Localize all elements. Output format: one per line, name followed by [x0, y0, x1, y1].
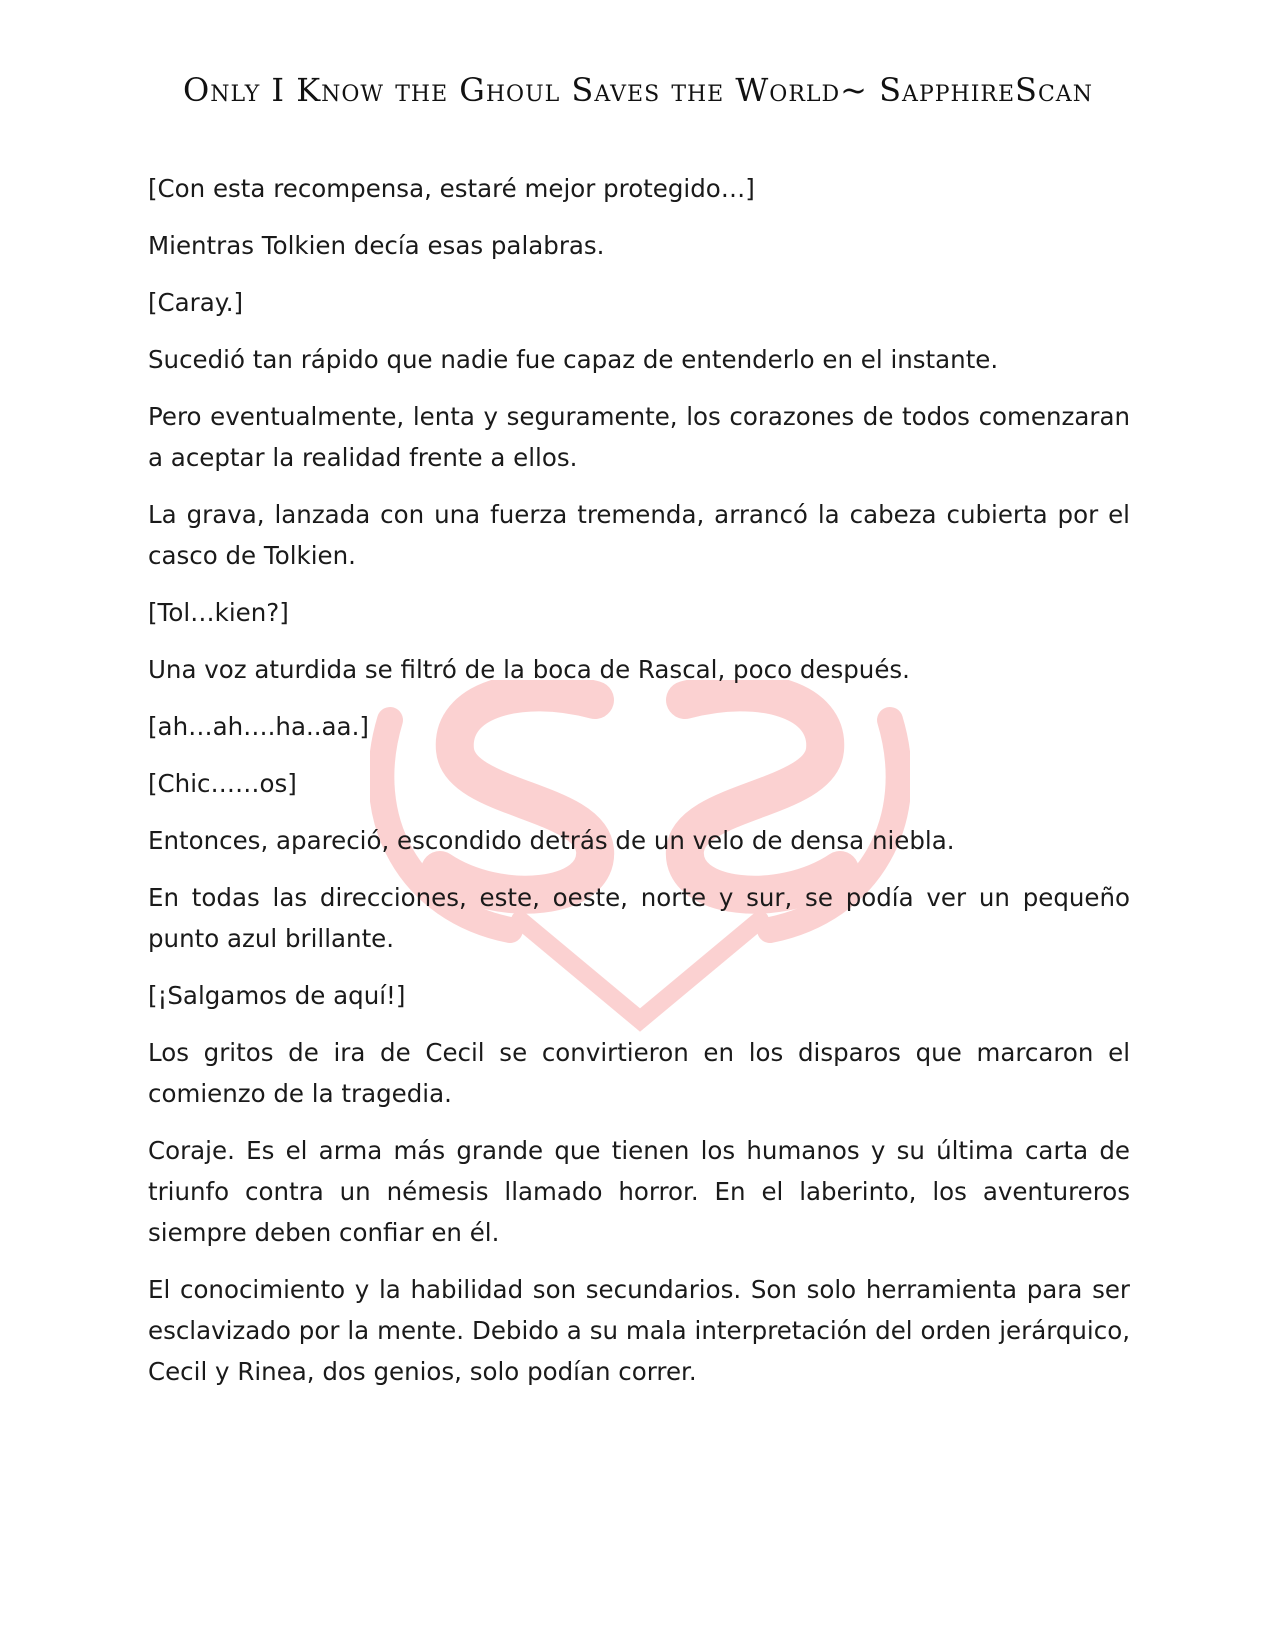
paragraph: Mientras Tolkien decía esas palabras.	[148, 231, 605, 260]
paragraph: [Chic……os]	[148, 769, 297, 798]
paragraph: El conocimiento y la habilidad son secundarios. Son solo herramienta para ser esclavizado por la mente. Debido a su mala interpretación del orden jerárquico, Cecil y Rinea, dos genios, solo podían correr.	[148, 1275, 1130, 1386]
paragraph: [Con esta recompensa, estaré mejor protegido…]	[148, 174, 755, 203]
paragraph: Pero eventualmente, lenta y seguramente, los corazones de todos comenzaran a aceptar la realidad frente a ellos.	[148, 402, 1130, 472]
paragraph: Coraje. Es el arma más grande que tienen los humanos y su última carta de triunfo contra un némesis llamado horror. En el laberinto, los aventureros siempre deben confiar en él.	[148, 1136, 1130, 1247]
paragraph: [Caray.]	[148, 288, 244, 317]
paragraph: [Tol…kien?]	[148, 598, 289, 627]
page-header-title: Only I Know the Ghoul Saves the World~ SapphireScan	[183, 71, 1093, 109]
paragraph: Los gritos de ira de Cecil se convirtieron en los disparos que marcaron el comienzo de la tragedia.	[148, 1038, 1130, 1108]
paragraph: En todas las direcciones, este, oeste, norte y sur, se podía ver un pequeño punto azul brillante.	[148, 883, 1130, 953]
paragraph: [ah…ah….ha..aa.]	[148, 712, 369, 741]
paragraph: Entonces, apareció, escondido detrás de un velo de densa niebla.	[148, 826, 955, 855]
paragraph: Sucedió tan rápido que nadie fue capaz de entenderlo en el instante.	[148, 345, 999, 374]
document-body	[148, 168, 1130, 1408]
paragraph: La grava, lanzada con una fuerza tremenda, arrancó la cabeza cubierta por el casco de Tolkien.	[148, 500, 1130, 570]
paragraph: [¡Salgamos de aquí!]	[148, 981, 406, 1010]
paragraph: Una voz aturdida se filtró de la boca de Rascal, poco después.	[148, 655, 910, 684]
